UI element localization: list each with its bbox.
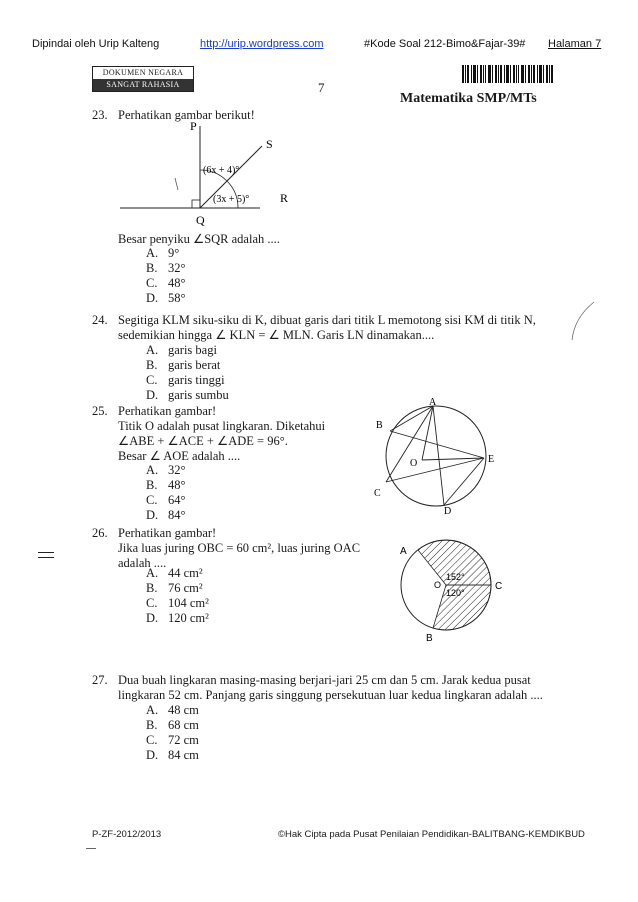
label-e: E: [488, 454, 495, 465]
angle-figure: [110, 118, 310, 228]
option-text: 84 cm: [168, 748, 199, 762]
angle-label-1: (6x + 4)°: [203, 165, 240, 176]
scanned-by-text: Dipindai oleh Urip Kalteng: [32, 38, 160, 50]
option-c[interactable]: [146, 733, 199, 748]
options-list: [146, 246, 186, 306]
option-c[interactable]: [146, 596, 209, 611]
option-text: garis berat: [168, 358, 221, 372]
option-text: 76 cm²: [168, 581, 203, 595]
question-text: Perhatikan gambar berikut!: [118, 108, 255, 122]
option-text: garis bagi: [168, 343, 217, 357]
options-list: [146, 343, 229, 403]
option-letter: D.: [146, 748, 159, 762]
option-letter: C.: [146, 373, 158, 387]
option-text: 84°: [168, 508, 186, 522]
question-number: 26.: [92, 526, 108, 540]
option-b[interactable]: [146, 718, 199, 733]
subject-title: Matematika SMP/MTs: [400, 91, 537, 106]
option-d[interactable]: [146, 388, 229, 403]
options-list: [146, 463, 186, 523]
option-letter: D.: [146, 291, 159, 305]
question-text-line1: Segitiga KLM siku-siku di K, dibuat garis dari titik L memotong sisi KM di titik N,: [118, 313, 536, 327]
label-p: P: [190, 119, 197, 133]
page-number: 7: [318, 80, 325, 95]
label-c: C: [495, 581, 503, 592]
question-text-line3: adalah ....: [118, 556, 167, 570]
source-url[interactable]: http://urip.wordpress.com: [200, 38, 324, 50]
option-b[interactable]: [146, 261, 186, 276]
option-text: 48°: [168, 478, 186, 492]
barcode-icon: [462, 65, 554, 83]
option-d[interactable]: [146, 611, 209, 626]
question-text-line3: ∠ABE + ∠ACE + ∠ADE = 96°.: [118, 434, 288, 448]
question-text-line2: sedemikian hingga ∠ KLN = ∠ MLN. Garis LN dinamakan....: [118, 328, 435, 342]
doc-box-line1: DOKUMEN NEGARA: [102, 68, 184, 77]
label-c: C: [374, 488, 381, 499]
options-list: [146, 566, 209, 626]
option-text: 9°: [168, 246, 180, 260]
option-text: 104 cm²: [168, 596, 209, 610]
option-text: 58°: [168, 291, 186, 305]
option-b[interactable]: [146, 581, 209, 596]
pen-mark: [566, 300, 598, 346]
option-text: 32°: [168, 463, 186, 477]
footer-code: P-ZF-2012/2013: [92, 829, 162, 840]
label-a: A: [429, 398, 437, 408]
option-d[interactable]: [146, 508, 186, 523]
option-letter: A.: [146, 343, 159, 357]
option-letter: B.: [146, 261, 158, 275]
option-letter: B.: [146, 581, 158, 595]
option-c[interactable]: [146, 493, 186, 508]
option-a[interactable]: [146, 246, 186, 261]
option-text: 48°: [168, 276, 186, 290]
question-number: 27.: [92, 673, 108, 687]
option-letter: A.: [146, 703, 159, 717]
option-text: 120 cm²: [168, 611, 209, 625]
question-number: 25.: [92, 404, 108, 418]
option-letter: B.: [146, 478, 158, 492]
question-text-line2: Jika luas juring OBC = 60 cm², luas juring OAC: [118, 541, 361, 555]
option-c[interactable]: [146, 373, 229, 388]
label-d: D: [444, 506, 452, 516]
option-b[interactable]: [146, 358, 229, 373]
option-a[interactable]: [146, 463, 186, 478]
option-b[interactable]: [146, 478, 186, 493]
option-letter: A.: [146, 566, 159, 580]
page-label: Halaman 7: [548, 38, 602, 50]
option-letter: C.: [146, 596, 158, 610]
footer-copyright: ©Hak Cipta pada Pusat Penilaian Pendidikan-BALITBANG-KEMDIKBUD: [278, 829, 585, 840]
source-link[interactable]: [200, 38, 324, 50]
question-number: 23.: [92, 108, 108, 122]
option-d[interactable]: [146, 291, 186, 306]
option-a[interactable]: [146, 566, 209, 581]
label-b: B: [426, 633, 433, 644]
option-letter: D.: [146, 611, 159, 625]
option-text: 48 cm: [168, 703, 199, 717]
label-a: A: [400, 546, 407, 557]
options-list: [146, 703, 199, 763]
option-letter: C.: [146, 493, 158, 507]
label-b: B: [376, 420, 383, 431]
option-text: 64°: [168, 493, 186, 507]
label-r: R: [280, 191, 289, 205]
question-number: 24.: [92, 313, 108, 327]
inscribed-angles-figure: [360, 398, 500, 516]
question-code: #Kode Soal 212-Bimo&Fajar-39#: [364, 38, 526, 50]
question-text-line1: Perhatikan gambar!: [118, 404, 217, 418]
option-text: 68 cm: [168, 718, 199, 732]
label-o: O: [434, 580, 442, 590]
option-letter: B.: [146, 358, 158, 372]
option-c[interactable]: [146, 276, 186, 291]
label-o: O: [410, 458, 418, 469]
label-s: S: [266, 137, 273, 151]
option-d[interactable]: [146, 748, 199, 763]
option-letter: D.: [146, 388, 159, 402]
question-text-line1: Perhatikan gambar!: [118, 526, 217, 540]
equals-mark: [38, 552, 54, 558]
question-prompt: Besar penyiku ∠SQR adalah ....: [118, 232, 280, 246]
option-letter: A.: [146, 246, 159, 260]
footer-mark: [86, 848, 96, 849]
question-text-line2: Titik O adalah pusat lingkaran. Diketahui: [118, 419, 326, 433]
question-text-line1: Dua buah lingkaran masing-masing berjari-jari 25 cm dan 5 cm. Jarak kedua pusat: [118, 673, 531, 687]
option-text: 32°: [168, 261, 186, 275]
option-letter: D.: [146, 508, 159, 522]
doc-box-line2: SANGAT RAHASIA: [93, 79, 193, 91]
angle-label-2: 120°: [446, 588, 465, 598]
document-classification-box: [92, 66, 194, 92]
angle-label-1: 152°: [446, 572, 465, 582]
question-text-line4: Besar ∠ AOE adalah ....: [118, 449, 241, 463]
option-text: 72 cm: [168, 733, 199, 747]
option-text: 44 cm²: [168, 566, 203, 580]
label-q: Q: [196, 213, 205, 227]
option-text: garis sumbu: [168, 388, 229, 402]
option-letter: C.: [146, 276, 158, 290]
angle-label-2: (3x + 5)°: [213, 194, 250, 205]
option-a[interactable]: [146, 343, 229, 358]
option-a[interactable]: [146, 703, 199, 718]
question-text-line2: lingkaran 52 cm. Panjang garis singgung persekutuan luar kedua lingkaran adalah ....: [118, 688, 543, 702]
sector-figure: [388, 538, 512, 646]
option-letter: B.: [146, 718, 158, 732]
option-letter: A.: [146, 463, 159, 477]
option-letter: C.: [146, 733, 158, 747]
option-text: garis tinggi: [168, 373, 225, 387]
